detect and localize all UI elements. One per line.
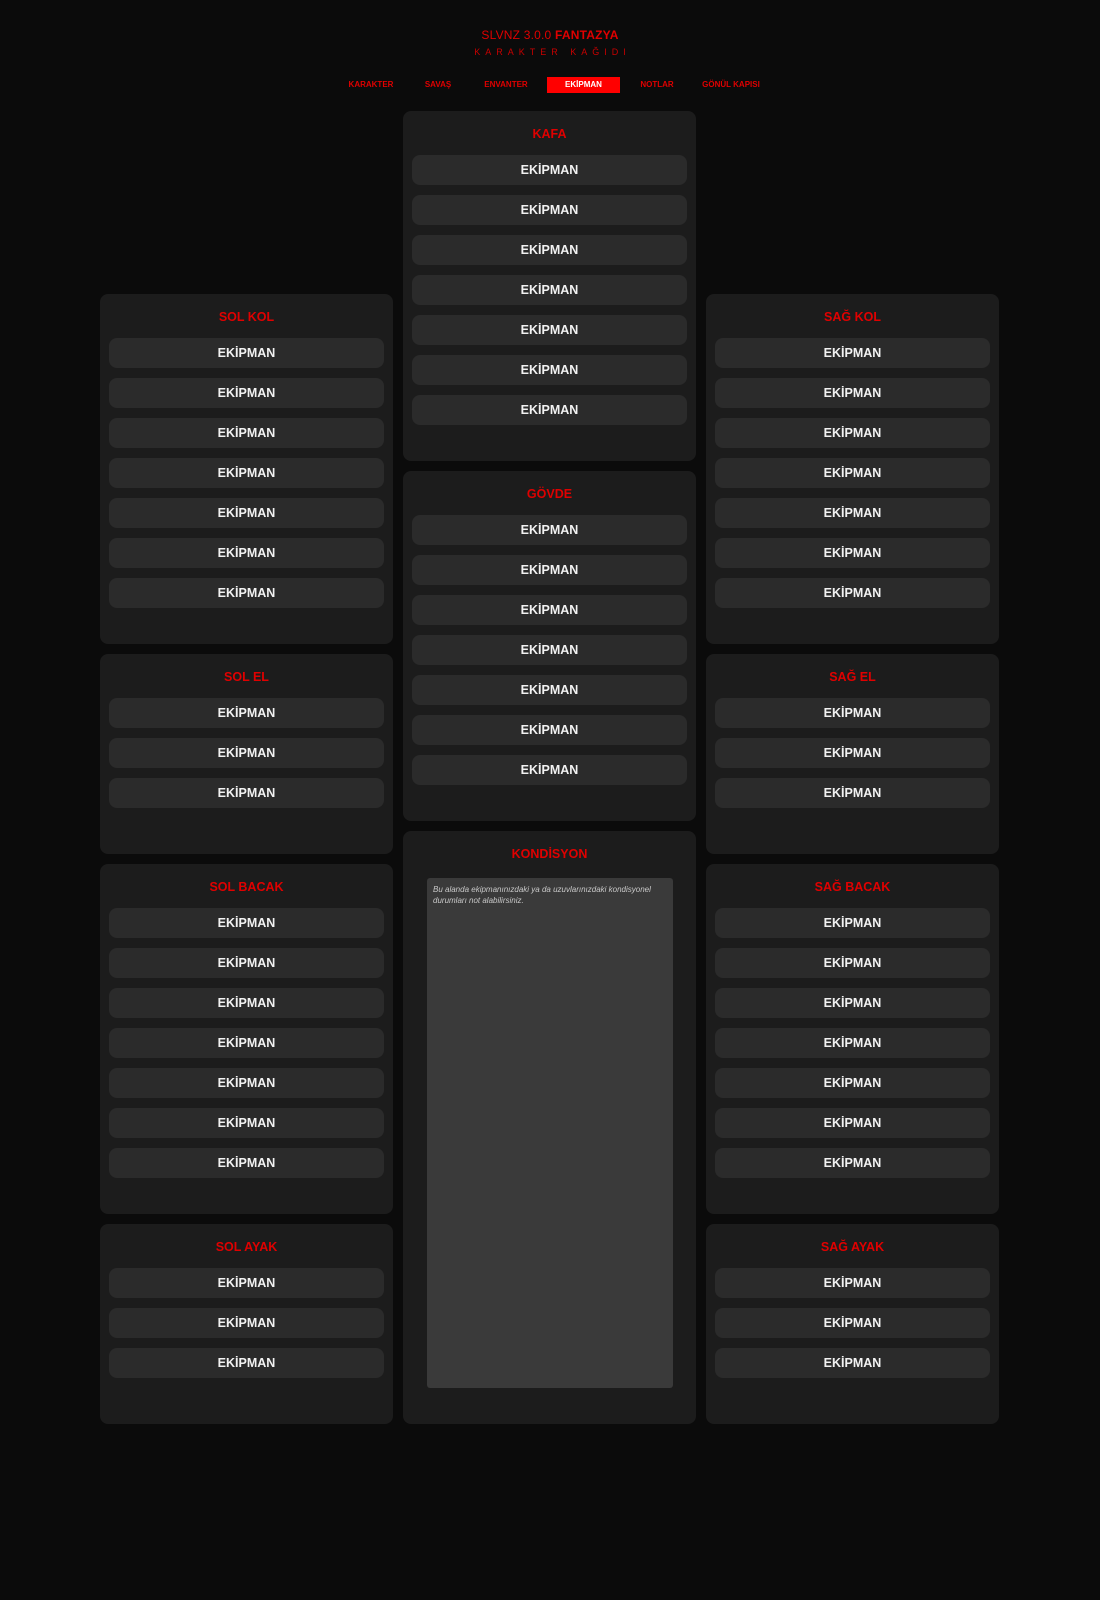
page-subtitle: KARAKTER KAĞIDI [474,47,631,57]
equipment-slot[interactable]: EKİPMAN [715,498,990,528]
tab-notlar[interactable]: NOTLAR [640,80,674,89]
equipment-slot[interactable]: EKİPMAN [412,155,687,185]
panel-title: SOL AYAK [215,1240,278,1254]
equipment-slot[interactable]: EKİPMAN [412,195,687,225]
panel-title: GÖVDE [526,487,573,501]
tab-ekipman[interactable]: EKİPMAN [547,77,620,93]
panel-kafa [403,111,696,461]
equipment-slot[interactable]: EKİPMAN [412,235,687,265]
panel-sag-ayak [706,1224,999,1424]
equipment-slot[interactable]: EKİPMAN [715,698,990,728]
panel-title: SOL EL [224,670,269,684]
panel-sol-el [100,654,393,854]
panel-kondisyon [403,831,696,1424]
equipment-slot[interactable]: EKİPMAN [109,418,384,448]
equipment-slot[interactable]: EKİPMAN [715,908,990,938]
equipment-slot[interactable]: EKİPMAN [715,538,990,568]
equipment-slot[interactable]: EKİPMAN [109,338,384,368]
equipment-slot[interactable]: EKİPMAN [109,948,384,978]
panel-sol-kol [100,294,393,644]
equipment-slot[interactable]: EKİPMAN [412,355,687,385]
header [0,28,1100,57]
equipment-slot[interactable]: EKİPMAN [715,988,990,1018]
equipment-slot[interactable]: EKİPMAN [715,1348,990,1378]
panel-title: KONDİSYON [511,847,588,861]
equipment-slot[interactable]: EKİPMAN [109,698,384,728]
equipment-slot[interactable]: EKİPMAN [412,395,687,425]
equipment-slot[interactable]: EKİPMAN [715,378,990,408]
panel-title: SAĞ EL [829,670,876,684]
equipment-slot[interactable]: EKİPMAN [109,988,384,1018]
equipment-slot[interactable]: EKİPMAN [715,948,990,978]
equipment-slot[interactable]: EKİPMAN [412,275,687,305]
panel-title: SAĞ BACAK [814,880,891,894]
equipment-slot[interactable]: EKİPMAN [715,1308,990,1338]
equipment-slot[interactable]: EKİPMAN [715,1108,990,1138]
equipment-slot[interactable]: EKİPMAN [715,1148,990,1178]
tab-bar [0,77,1100,93]
equipment-slot[interactable]: EKİPMAN [412,635,687,665]
tab-gonul-kapisi[interactable]: GÖNÜL KAPISI [702,80,760,89]
equipment-slot[interactable]: EKİPMAN [715,738,990,768]
equipment-slot[interactable]: EKİPMAN [715,1028,990,1058]
equipment-slot[interactable]: EKİPMAN [715,458,990,488]
panel-govde [403,471,696,821]
equipment-slot[interactable]: EKİPMAN [109,778,384,808]
equipment-slot[interactable]: EKİPMAN [109,538,384,568]
tab-karakter[interactable]: KARAKTER [348,80,394,89]
brand-prefix: SLVNZ 3.0.0 [481,28,552,42]
equipment-slot[interactable]: EKİPMAN [715,1268,990,1298]
panel-sag-bacak [706,864,999,1214]
equipment-slot[interactable]: EKİPMAN [109,738,384,768]
equipment-slot[interactable]: EKİPMAN [715,778,990,808]
equipment-slot[interactable]: EKİPMAN [109,1108,384,1138]
equipment-slot[interactable]: EKİPMAN [109,1148,384,1178]
equipment-slot[interactable]: EKİPMAN [412,675,687,705]
panel-title: SOL KOL [218,310,275,324]
tab-envanter[interactable]: ENVANTER [484,80,528,89]
equipment-slot[interactable]: EKİPMAN [412,755,687,785]
equipment-slot[interactable]: EKİPMAN [715,1068,990,1098]
equipment-slot[interactable]: EKİPMAN [412,515,687,545]
equipment-slot[interactable]: EKİPMAN [109,458,384,488]
panel-sag-el [706,654,999,854]
kondisyon-notes-input[interactable] [427,878,673,1388]
equipment-slot[interactable]: EKİPMAN [715,578,990,608]
equipment-slot[interactable]: EKİPMAN [109,908,384,938]
equipment-slot[interactable]: EKİPMAN [715,418,990,448]
equipment-slot[interactable]: EKİPMAN [109,498,384,528]
equipment-slot[interactable]: EKİPMAN [412,315,687,345]
equipment-slot[interactable]: EKİPMAN [109,378,384,408]
equipment-slot[interactable]: EKİPMAN [715,338,990,368]
equipment-slot[interactable]: EKİPMAN [109,1068,384,1098]
panel-title: KAFA [532,127,567,141]
equipment-slot[interactable]: EKİPMAN [109,1268,384,1298]
equipment-slot[interactable]: EKİPMAN [412,555,687,585]
equipment-slot[interactable]: EKİPMAN [109,1348,384,1378]
panel-title: SAĞ AYAK [820,1240,885,1254]
equipment-slot[interactable]: EKİPMAN [412,595,687,625]
tab-savas[interactable]: SAVAŞ [424,80,452,89]
panel-sol-ayak [100,1224,393,1424]
panel-sag-kol [706,294,999,644]
equipment-slot[interactable]: EKİPMAN [109,1308,384,1338]
equipment-slot[interactable]: EKİPMAN [412,715,687,745]
brand-name: FANTAZYA [554,28,619,42]
panel-title: SOL BACAK [209,880,284,894]
brand-title [0,28,1100,42]
panel-title: SAĞ KOL [824,310,881,324]
panel-sol-bacak [100,864,393,1214]
equipment-slot[interactable]: EKİPMAN [109,1028,384,1058]
equipment-slot[interactable]: EKİPMAN [109,578,384,608]
